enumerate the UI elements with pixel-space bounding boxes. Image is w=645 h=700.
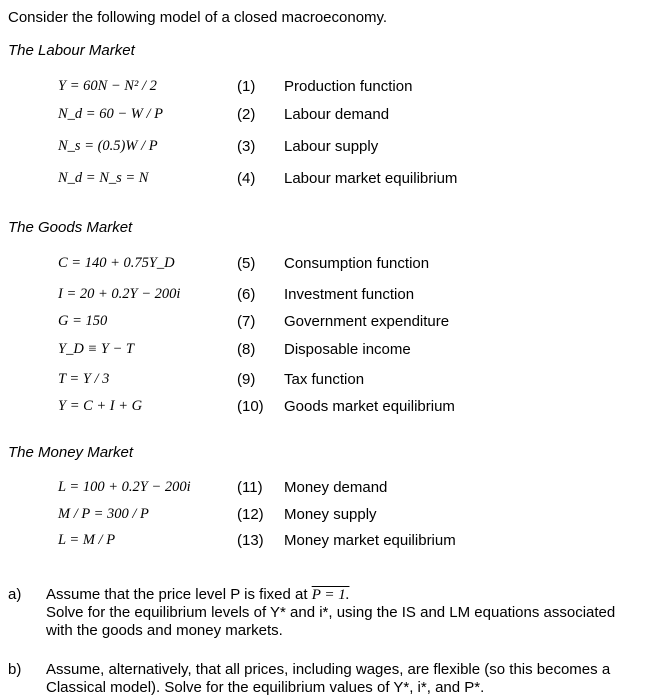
- equation-number: (4): [237, 170, 256, 187]
- question-b-label: b): [8, 661, 22, 678]
- intro-text: Consider the following model of a closed macroeconomy.: [8, 9, 388, 26]
- question-b-line2: Classical model). Solve for the equilibrium values of Y*, i*, and P*.: [46, 679, 485, 696]
- equation-number: (6): [237, 286, 256, 303]
- equation-number: (2): [237, 106, 256, 123]
- equation-description: Consumption function: [284, 255, 430, 272]
- equation: L = 100 + 0.2Y − 200i: [58, 479, 191, 495]
- equation-description: Labour market equilibrium: [284, 170, 458, 187]
- question-a-text: [46, 586, 615, 640]
- equation: Y_D ≡ Y − T: [58, 341, 134, 357]
- equation-number: (9): [237, 371, 256, 388]
- section-title-money: The Money Market: [8, 444, 134, 461]
- equation-description: Production function: [284, 78, 413, 95]
- equation: N_s = (0.5)W / P: [58, 138, 158, 154]
- equation-description: Money demand: [284, 479, 388, 496]
- equation-description: Labour demand: [284, 106, 390, 123]
- equation: M / P = 300 / P: [58, 506, 149, 522]
- equation-description: Investment function: [284, 286, 415, 303]
- equation-description: Labour supply: [284, 138, 379, 155]
- equation: T = Y / 3: [58, 371, 110, 387]
- equation-description: Money market equilibrium: [284, 532, 456, 549]
- equation-number: (7): [237, 313, 256, 330]
- equation: G = 150: [58, 313, 108, 329]
- equation: N_d = N_s = N: [58, 170, 149, 186]
- equation-description: Money supply: [284, 506, 377, 523]
- equation-number: (3): [237, 138, 256, 155]
- equation-number: (13): [237, 532, 264, 549]
- section-title-goods: The Goods Market: [8, 219, 133, 236]
- question-a-line1: Assume that the price level P is fixed at: [46, 586, 312, 603]
- equation: L = M / P: [58, 532, 116, 548]
- equation-number: (10): [237, 398, 264, 415]
- question-a-line2: Solve for the equilibrium levels of Y* and i*, using the IS and LM equations associated: [46, 604, 616, 621]
- equation: Y = 60N − N² / 2: [58, 78, 157, 94]
- question-a-label: a): [8, 586, 22, 603]
- equation-number: (1): [237, 78, 256, 95]
- equation: C = 140 + 0.75Y_D: [58, 255, 175, 271]
- equation: N_d = 60 − W / P: [58, 106, 163, 122]
- equation-number: (11): [237, 479, 263, 496]
- equation-description: Goods market equilibrium: [284, 398, 455, 415]
- question-b-text: [46, 661, 610, 697]
- equation-number: (5): [237, 255, 256, 272]
- price-level-math: P = 1.: [311, 587, 350, 603]
- equation: I = 20 + 0.2Y − 200i: [58, 286, 181, 302]
- equation-description: Disposable income: [284, 341, 411, 358]
- section-title-labour: The Labour Market: [8, 42, 135, 59]
- equation-number: (8): [237, 341, 256, 358]
- question-a-line3: with the goods and money markets.: [46, 622, 283, 639]
- equation: Y = C + I + G: [58, 398, 143, 414]
- equation-description: Government expenditure: [284, 313, 450, 330]
- equation-description: Tax function: [284, 371, 365, 388]
- equation-number: (12): [237, 506, 264, 523]
- question-b-line1: Assume, alternatively, that all prices, including wages, are flexible (so this becomes a: [46, 661, 611, 678]
